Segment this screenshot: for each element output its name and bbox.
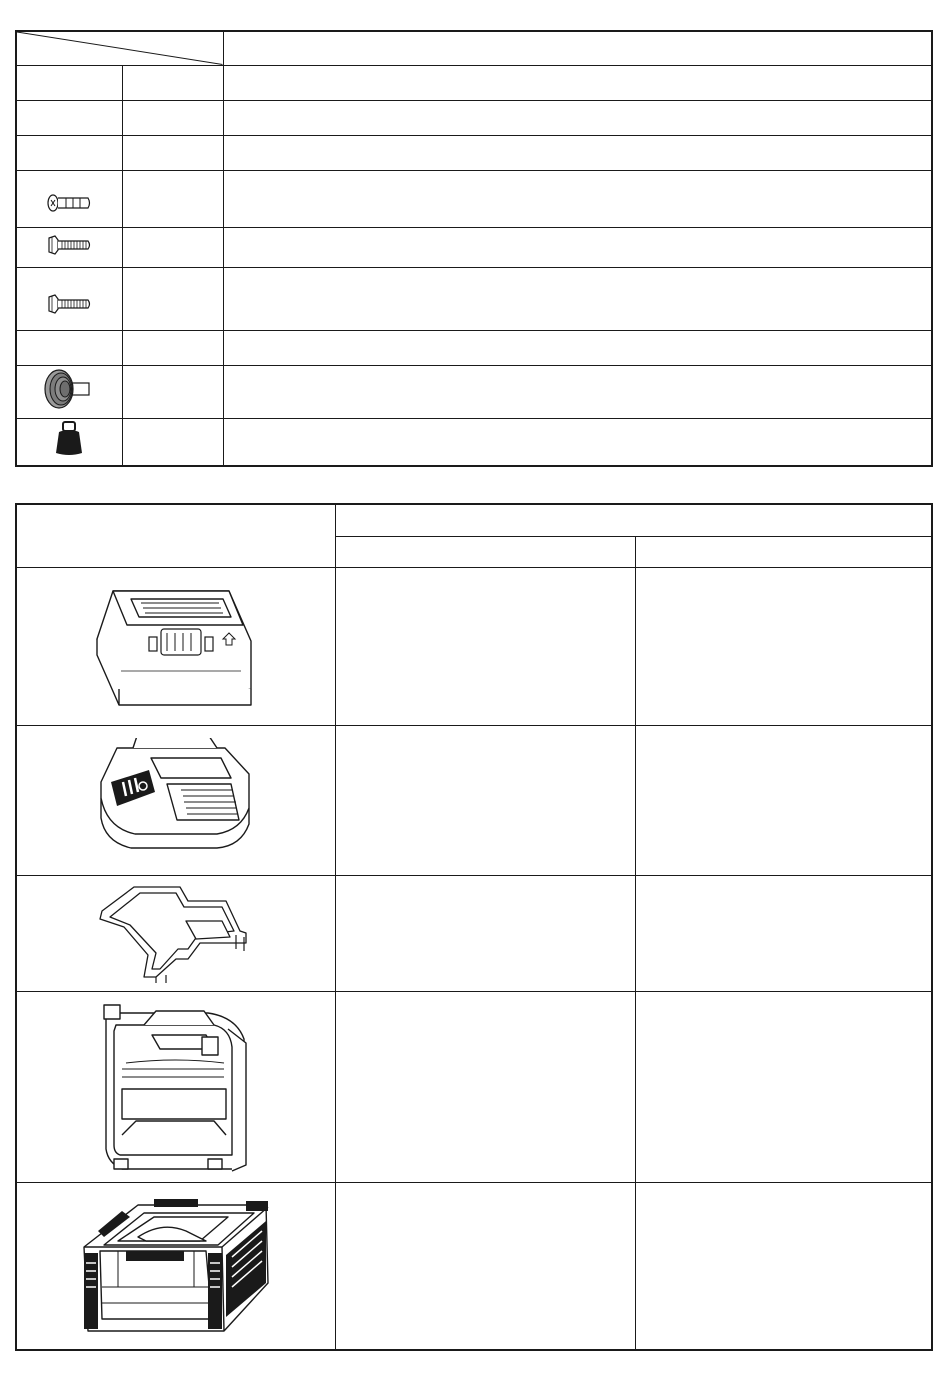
parts-row-col1	[16, 135, 122, 170]
parts-row-col2	[122, 170, 223, 227]
rubber-cap-icon	[54, 420, 84, 458]
brush-holder-cap-icon	[41, 367, 97, 411]
parts-row-col2	[122, 227, 223, 267]
table-row	[16, 135, 932, 170]
cross-head-screw-icon	[46, 192, 92, 214]
parts-table	[15, 30, 933, 467]
accessory-illustration-cell	[16, 875, 335, 991]
parts-icon-cell	[16, 227, 122, 267]
parts-row-text	[223, 267, 932, 330]
accessory-row-col2	[635, 567, 932, 725]
table-row	[16, 330, 932, 365]
table-row	[16, 227, 932, 267]
accessory-illustration-cell	[16, 567, 335, 725]
battery-charger-illustration	[91, 581, 261, 711]
parts-row-col2	[122, 100, 223, 135]
accessory-row-col1	[335, 1182, 635, 1350]
parts-row-col2	[122, 135, 223, 170]
accessory-illustration-cell	[16, 991, 335, 1182]
parts-header-label	[223, 31, 932, 65]
accessory-row-col1	[335, 875, 635, 991]
parts-row-text	[223, 65, 932, 100]
accessory-row-col2	[635, 1182, 932, 1350]
accessory-row-col1	[335, 991, 635, 1182]
parts-row-text	[223, 418, 932, 466]
table-row	[16, 1182, 932, 1350]
accessory-row-col2	[635, 875, 932, 991]
parts-icon-cell	[16, 170, 122, 227]
accessory-row-col1	[335, 567, 635, 725]
table-row	[16, 65, 932, 100]
parts-row-col2	[122, 330, 223, 365]
table-row	[16, 991, 932, 1182]
accessory-row-col1	[335, 725, 635, 875]
accessory-header-row	[16, 504, 932, 536]
table-row	[16, 567, 932, 725]
parts-row-col2	[122, 267, 223, 330]
parts-header-row	[16, 31, 932, 65]
table-row	[16, 418, 932, 466]
parts-row-text	[223, 170, 932, 227]
table-row	[16, 875, 932, 991]
battery-pack-illustration	[91, 738, 261, 863]
accessory-subheader-col2	[635, 536, 932, 567]
table-row	[16, 365, 932, 418]
hex-head-screw-icon	[46, 293, 92, 315]
parts-row-col2	[122, 418, 223, 466]
accessory-row-col2	[635, 725, 932, 875]
accessory-illustration-cell	[16, 1182, 335, 1350]
parts-row-col2	[122, 365, 223, 418]
accessory-row-col2	[635, 991, 932, 1182]
table-row	[16, 100, 932, 135]
parts-row-text	[223, 227, 932, 267]
battery-cover-illustration	[96, 881, 256, 985]
parts-icon-cell	[16, 418, 122, 466]
table-row	[16, 725, 932, 875]
parts-row-text	[223, 365, 932, 418]
parts-row-col2	[122, 65, 223, 100]
parts-icon-cell	[16, 267, 122, 330]
parts-row-text	[223, 135, 932, 170]
diagonal-divider	[17, 32, 223, 65]
hex-head-screw-icon	[46, 234, 92, 256]
parts-icon-cell	[16, 365, 122, 418]
parts-row-text	[223, 330, 932, 365]
accessory-header-item	[16, 504, 335, 567]
accessory-illustration-cell	[16, 725, 335, 875]
system-case-illustration	[78, 1191, 274, 1341]
parts-header-diagonal-cell	[16, 31, 223, 65]
parts-row-col1	[16, 65, 122, 100]
parts-row-text	[223, 100, 932, 135]
accessory-table	[15, 503, 933, 1351]
accessory-header-group	[335, 504, 932, 536]
accessory-subheader-col1	[335, 536, 635, 567]
table-row	[16, 170, 932, 227]
carrying-case-illustration	[96, 999, 256, 1175]
table-row	[16, 267, 932, 330]
parts-row-col1	[16, 100, 122, 135]
parts-row-col1	[16, 330, 122, 365]
